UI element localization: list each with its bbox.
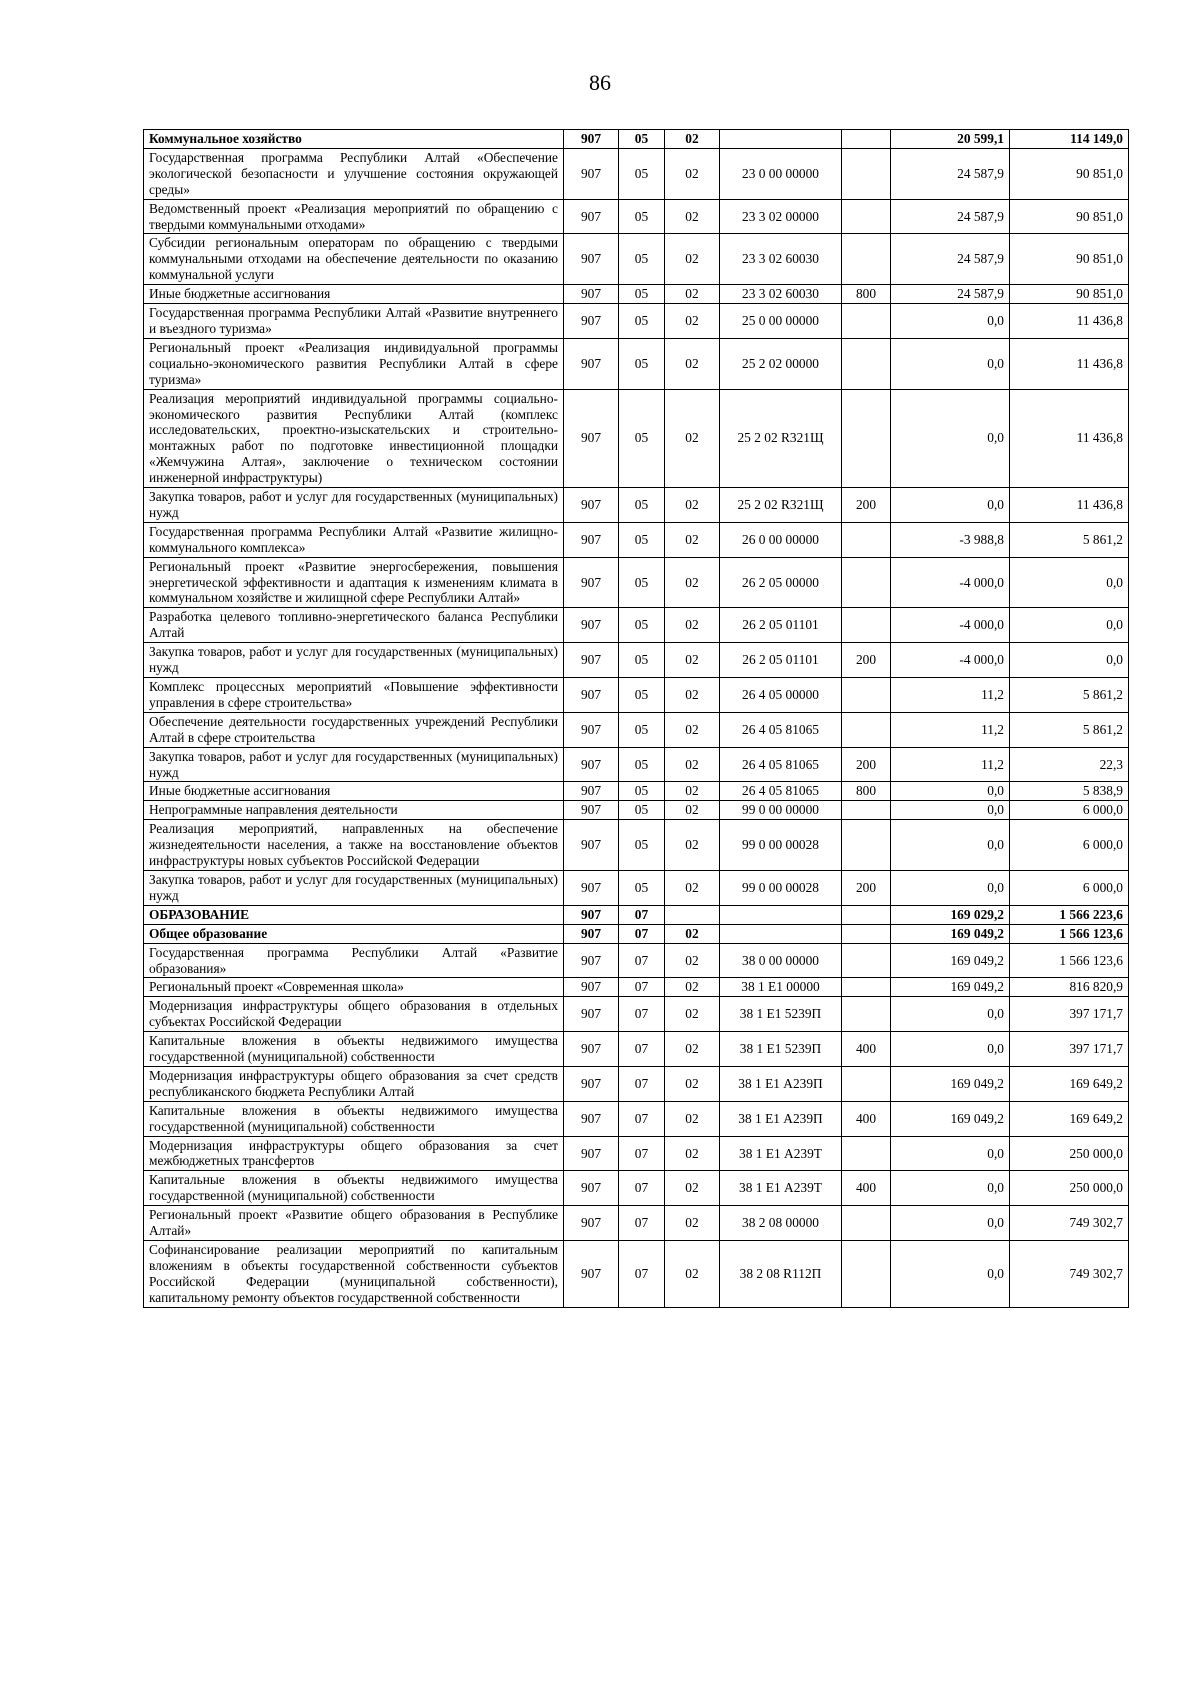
cell-sum-2: 0,0 <box>1010 608 1129 643</box>
cell-pr: 02 <box>665 678 720 713</box>
cell-rz: 07 <box>619 1032 665 1067</box>
cell-sum-2: 6 000,0 <box>1010 820 1129 871</box>
cell-gr: 907 <box>564 924 619 943</box>
cell-sum-1: 24 587,9 <box>891 234 1010 285</box>
cell-vr: 400 <box>842 1171 891 1206</box>
cell-vr: 200 <box>842 747 891 782</box>
table-row <box>144 870 1129 905</box>
cell-csr: 99 0 00 00028 <box>720 820 842 871</box>
cell-pr: 02 <box>665 801 720 820</box>
row-name: Софинансирование реализации мероприятий по капитальным вложениям в объекты государственной собственности субъектов Российской Федерации (муниципальной собственности), капитальному ремонту объектов государственной собственности <box>144 1241 564 1308</box>
cell-vr <box>842 820 891 871</box>
cell-vr: 800 <box>842 782 891 801</box>
cell-gr: 907 <box>564 712 619 747</box>
cell-sum-2: 250 000,0 <box>1010 1136 1129 1171</box>
cell-gr: 907 <box>564 199 619 234</box>
cell-rz: 05 <box>619 234 665 285</box>
table-row <box>144 608 1129 643</box>
table-row <box>144 389 1129 487</box>
cell-sum-2: 90 851,0 <box>1010 234 1129 285</box>
cell-rz: 05 <box>619 304 665 339</box>
cell-pr <box>665 905 720 924</box>
table-row <box>144 285 1129 304</box>
cell-csr <box>720 905 842 924</box>
cell-sum-2: 397 171,7 <box>1010 1032 1129 1067</box>
cell-csr: 26 2 05 01101 <box>720 643 842 678</box>
cell-gr: 907 <box>564 608 619 643</box>
cell-csr: 38 1 E1 А239П <box>720 1101 842 1136</box>
cell-sum-1: 169 049,2 <box>891 978 1010 997</box>
cell-sum-1: -4 000,0 <box>891 557 1010 608</box>
cell-sum-1: 0,0 <box>891 1206 1010 1241</box>
cell-sum-2: 6 000,0 <box>1010 801 1129 820</box>
cell-sum-1: 24 587,9 <box>891 199 1010 234</box>
row-name: Общее образование <box>144 924 564 943</box>
cell-sum-1: 0,0 <box>891 801 1010 820</box>
row-name: Государственная программа Республики Алтай «Развитие жилищно-коммунального комплекса» <box>144 522 564 557</box>
table-row <box>144 782 1129 801</box>
row-name: Государственная программа Республики Алтай «Развитие внутреннего и въездного туризма» <box>144 304 564 339</box>
cell-gr: 907 <box>564 978 619 997</box>
table-row <box>144 643 1129 678</box>
cell-gr: 907 <box>564 234 619 285</box>
cell-rz: 07 <box>619 905 665 924</box>
cell-csr: 38 1 E1 00000 <box>720 978 842 997</box>
cell-vr <box>842 997 891 1032</box>
row-name: Модернизация инфраструктуры общего образования за счет средств республиканского бюджета Республики Алтай <box>144 1066 564 1101</box>
table-row <box>144 557 1129 608</box>
table-row <box>144 1136 1129 1171</box>
cell-vr <box>842 148 891 199</box>
cell-gr: 907 <box>564 1101 619 1136</box>
budget-table <box>143 129 1129 1308</box>
cell-rz: 05 <box>619 608 665 643</box>
cell-rz: 05 <box>619 801 665 820</box>
row-name: Государственная программа Республики Алтай «Развитие образования» <box>144 943 564 978</box>
table-row <box>144 678 1129 713</box>
cell-gr: 907 <box>564 1241 619 1308</box>
cell-csr: 38 2 08 R112П <box>720 1241 842 1308</box>
cell-rz: 05 <box>619 678 665 713</box>
table-row <box>144 522 1129 557</box>
cell-pr: 02 <box>665 148 720 199</box>
cell-gr: 907 <box>564 643 619 678</box>
cell-pr: 02 <box>665 1032 720 1067</box>
cell-csr: 38 2 08 00000 <box>720 1206 842 1241</box>
cell-sum-2: 11 436,8 <box>1010 304 1129 339</box>
cell-vr <box>842 678 891 713</box>
cell-vr <box>842 1136 891 1171</box>
table-row <box>144 801 1129 820</box>
cell-pr: 02 <box>665 557 720 608</box>
cell-sum-2: 22,3 <box>1010 747 1129 782</box>
cell-sum-1: 0,0 <box>891 997 1010 1032</box>
cell-sum-2: 250 000,0 <box>1010 1171 1129 1206</box>
table-row <box>144 130 1129 149</box>
cell-rz: 07 <box>619 978 665 997</box>
table-row <box>144 488 1129 523</box>
cell-csr: 25 2 02 R321Щ <box>720 389 842 487</box>
cell-csr: 38 1 E1 А239Т <box>720 1171 842 1206</box>
cell-pr: 02 <box>665 608 720 643</box>
cell-csr: 99 0 00 00000 <box>720 801 842 820</box>
cell-vr: 400 <box>842 1101 891 1136</box>
row-name: Региональный проект «Развитие общего образования в Республике Алтай» <box>144 1206 564 1241</box>
row-name: Государственная программа Республики Алтай «Обеспечение экологической безопасности и улучшение состояния окружающей среды» <box>144 148 564 199</box>
cell-sum-1: 169 049,2 <box>891 943 1010 978</box>
cell-csr <box>720 924 842 943</box>
cell-csr: 99 0 00 00028 <box>720 870 842 905</box>
cell-pr: 02 <box>665 870 720 905</box>
cell-sum-2: 1 566 123,6 <box>1010 943 1129 978</box>
cell-sum-1: 0,0 <box>891 782 1010 801</box>
cell-sum-2: 5 838,9 <box>1010 782 1129 801</box>
cell-rz: 05 <box>619 870 665 905</box>
cell-sum-2: 0,0 <box>1010 557 1129 608</box>
cell-gr: 907 <box>564 130 619 149</box>
cell-pr: 02 <box>665 338 720 389</box>
cell-sum-1: 0,0 <box>891 304 1010 339</box>
cell-sum-1: 0,0 <box>891 1032 1010 1067</box>
cell-rz: 05 <box>619 148 665 199</box>
cell-csr: 38 1 E1 5239П <box>720 997 842 1032</box>
cell-pr: 02 <box>665 1101 720 1136</box>
cell-gr: 907 <box>564 747 619 782</box>
table-row <box>144 747 1129 782</box>
cell-pr: 02 <box>665 304 720 339</box>
cell-sum-1: 0,0 <box>891 870 1010 905</box>
cell-vr <box>842 712 891 747</box>
cell-vr <box>842 924 891 943</box>
cell-vr <box>842 304 891 339</box>
cell-sum-1: 24 587,9 <box>891 148 1010 199</box>
cell-gr: 907 <box>564 870 619 905</box>
cell-pr: 02 <box>665 488 720 523</box>
cell-sum-1: 11,2 <box>891 678 1010 713</box>
cell-sum-1: 0,0 <box>891 389 1010 487</box>
cell-vr <box>842 234 891 285</box>
table-row <box>144 943 1129 978</box>
table-row <box>144 978 1129 997</box>
cell-sum-1: -4 000,0 <box>891 608 1010 643</box>
table-row <box>144 1241 1129 1308</box>
row-name: Модернизация инфраструктуры общего образования за счет межбюджетных трансфертов <box>144 1136 564 1171</box>
row-name: ОБРАЗОВАНИЕ <box>144 905 564 924</box>
table-row <box>144 924 1129 943</box>
cell-sum-2: 169 649,2 <box>1010 1101 1129 1136</box>
table-row <box>144 997 1129 1032</box>
cell-rz: 05 <box>619 130 665 149</box>
cell-pr: 02 <box>665 1206 720 1241</box>
cell-sum-1: 169 049,2 <box>891 1101 1010 1136</box>
cell-gr: 907 <box>564 1136 619 1171</box>
table-row <box>144 148 1129 199</box>
cell-csr: 26 4 05 81065 <box>720 747 842 782</box>
cell-sum-1: 11,2 <box>891 712 1010 747</box>
cell-gr: 907 <box>564 678 619 713</box>
row-name: Капитальные вложения в объекты недвижимого имущества государственной (муниципальной) собственности <box>144 1032 564 1067</box>
cell-sum-1: 24 587,9 <box>891 285 1010 304</box>
row-name: Непрограммные направления деятельности <box>144 801 564 820</box>
cell-vr <box>842 557 891 608</box>
table-row <box>144 905 1129 924</box>
cell-sum-1: 0,0 <box>891 1136 1010 1171</box>
row-name: Региональный проект «Развитие энергосбережения, повышения энергетической эффективности и адаптация к изменениям климата в коммунальном хозяйстве и жилищной сфере Республики Алтай» <box>144 557 564 608</box>
cell-sum-2: 5 861,2 <box>1010 678 1129 713</box>
cell-sum-2: 816 820,9 <box>1010 978 1129 997</box>
cell-sum-1: -3 988,8 <box>891 522 1010 557</box>
page-number: 86 <box>589 70 611 95</box>
cell-csr: 26 2 05 01101 <box>720 608 842 643</box>
cell-vr <box>842 338 891 389</box>
cell-rz: 05 <box>619 389 665 487</box>
cell-vr <box>842 943 891 978</box>
cell-pr: 02 <box>665 1171 720 1206</box>
row-name: Региональный проект «Реализация индивидуальной программы социально-экономического развития Республики Алтай в сфере туризма» <box>144 338 564 389</box>
cell-vr <box>842 199 891 234</box>
cell-pr: 02 <box>665 389 720 487</box>
cell-sum-2: 1 566 123,6 <box>1010 924 1129 943</box>
cell-sum-1: -4 000,0 <box>891 643 1010 678</box>
cell-vr: 400 <box>842 1032 891 1067</box>
row-name: Закупка товаров, работ и услуг для государственных (муниципальных) нужд <box>144 747 564 782</box>
cell-csr: 26 4 05 81065 <box>720 712 842 747</box>
cell-sum-1: 0,0 <box>891 338 1010 389</box>
cell-gr: 907 <box>564 1066 619 1101</box>
cell-rz: 05 <box>619 782 665 801</box>
cell-sum-2: 1 566 223,6 <box>1010 905 1129 924</box>
table-row <box>144 1171 1129 1206</box>
cell-pr: 02 <box>665 747 720 782</box>
cell-pr: 02 <box>665 234 720 285</box>
cell-rz: 05 <box>619 643 665 678</box>
cell-gr: 907 <box>564 1032 619 1067</box>
cell-sum-2: 0,0 <box>1010 643 1129 678</box>
cell-csr: 25 2 02 R321Щ <box>720 488 842 523</box>
cell-sum-2: 90 851,0 <box>1010 148 1129 199</box>
cell-csr: 38 1 E1 А239П <box>720 1066 842 1101</box>
cell-csr: 25 2 02 00000 <box>720 338 842 389</box>
row-name: Ведомственный проект «Реализация мероприятий по обращению с твердыми коммунальными отходами» <box>144 199 564 234</box>
row-name: Закупка товаров, работ и услуг для государственных (муниципальных) нужд <box>144 643 564 678</box>
cell-rz: 07 <box>619 1171 665 1206</box>
cell-rz: 05 <box>619 285 665 304</box>
table-row <box>144 1066 1129 1101</box>
cell-csr: 23 3 02 60030 <box>720 285 842 304</box>
cell-gr: 907 <box>564 285 619 304</box>
cell-pr: 02 <box>665 1066 720 1101</box>
cell-csr: 26 0 00 00000 <box>720 522 842 557</box>
cell-vr: 800 <box>842 285 891 304</box>
cell-sum-2: 749 302,7 <box>1010 1241 1129 1308</box>
cell-rz: 07 <box>619 1241 665 1308</box>
cell-rz: 05 <box>619 199 665 234</box>
cell-sum-2: 397 171,7 <box>1010 997 1129 1032</box>
cell-rz: 07 <box>619 1136 665 1171</box>
cell-sum-2: 749 302,7 <box>1010 1206 1129 1241</box>
cell-sum-2: 11 436,8 <box>1010 338 1129 389</box>
cell-vr <box>842 1241 891 1308</box>
cell-pr: 02 <box>665 285 720 304</box>
cell-gr: 907 <box>564 782 619 801</box>
row-name: Разработка целевого топливно-энергетического баланса Республики Алтай <box>144 608 564 643</box>
cell-vr <box>842 978 891 997</box>
row-name: Реализация мероприятий, направленных на обеспечение жизнедеятельности населения, а также на восстановление объектов инфраструктуры новых субъектов Российской Федерации <box>144 820 564 871</box>
row-name: Модернизация инфраструктуры общего образования в отдельных субъектах Российской Федерации <box>144 997 564 1032</box>
cell-sum-2: 90 851,0 <box>1010 285 1129 304</box>
cell-rz: 07 <box>619 1206 665 1241</box>
cell-pr: 02 <box>665 820 720 871</box>
cell-csr <box>720 130 842 149</box>
cell-vr <box>842 130 891 149</box>
cell-vr <box>842 801 891 820</box>
row-name: Закупка товаров, работ и услуг для государственных (муниципальных) нужд <box>144 488 564 523</box>
cell-rz: 07 <box>619 1066 665 1101</box>
cell-pr: 02 <box>665 1241 720 1308</box>
cell-sum-1: 169 029,2 <box>891 905 1010 924</box>
cell-sum-2: 5 861,2 <box>1010 712 1129 747</box>
cell-pr: 02 <box>665 199 720 234</box>
cell-vr: 200 <box>842 870 891 905</box>
cell-vr <box>842 522 891 557</box>
cell-pr: 02 <box>665 997 720 1032</box>
cell-csr: 26 2 05 00000 <box>720 557 842 608</box>
cell-vr: 200 <box>842 643 891 678</box>
cell-csr: 38 0 00 00000 <box>720 943 842 978</box>
cell-sum-1: 169 049,2 <box>891 924 1010 943</box>
cell-vr <box>842 905 891 924</box>
cell-rz: 05 <box>619 747 665 782</box>
cell-csr: 38 1 E1 А239Т <box>720 1136 842 1171</box>
row-name: Капитальные вложения в объекты недвижимого имущества государственной (муниципальной) собственности <box>144 1101 564 1136</box>
cell-rz: 05 <box>619 488 665 523</box>
row-name: Коммунальное хозяйство <box>144 130 564 149</box>
table-row <box>144 1206 1129 1241</box>
cell-gr: 907 <box>564 148 619 199</box>
cell-rz: 07 <box>619 997 665 1032</box>
cell-sum-1: 0,0 <box>891 1241 1010 1308</box>
row-name: Иные бюджетные ассигнования <box>144 782 564 801</box>
cell-gr: 907 <box>564 488 619 523</box>
row-name: Реализация мероприятий индивидуальной программы социально-экономического развития Республики Алтай (комплекс исследовательских, проектно-изыскательских и строительно-монтажных работ по подготовке инвестиционной площадки «Жемчужина Алтая», заключение о техническом состоянии инженерной инфраструктуры) <box>144 389 564 487</box>
cell-gr: 907 <box>564 1171 619 1206</box>
cell-rz: 05 <box>619 557 665 608</box>
cell-sum-1: 0,0 <box>891 488 1010 523</box>
cell-csr: 23 3 02 00000 <box>720 199 842 234</box>
cell-pr: 02 <box>665 978 720 997</box>
cell-gr: 907 <box>564 389 619 487</box>
table-row <box>144 1032 1129 1067</box>
table-row <box>144 1101 1129 1136</box>
cell-gr: 907 <box>564 943 619 978</box>
cell-sum-1: 20 599,1 <box>891 130 1010 149</box>
cell-csr: 38 1 E1 5239П <box>720 1032 842 1067</box>
cell-csr: 25 0 00 00000 <box>720 304 842 339</box>
cell-sum-1: 0,0 <box>891 1171 1010 1206</box>
row-name: Капитальные вложения в объекты недвижимого имущества государственной (муниципальной) собственности <box>144 1171 564 1206</box>
cell-gr: 907 <box>564 304 619 339</box>
cell-vr <box>842 608 891 643</box>
row-name: Региональный проект «Современная школа» <box>144 978 564 997</box>
row-name: Комплекс процессных мероприятий «Повышение эффективности управления в сфере строительства» <box>144 678 564 713</box>
cell-sum-2: 11 436,8 <box>1010 389 1129 487</box>
table-row <box>144 712 1129 747</box>
cell-rz: 05 <box>619 522 665 557</box>
cell-csr: 26 4 05 81065 <box>720 782 842 801</box>
cell-pr: 02 <box>665 712 720 747</box>
cell-sum-2: 90 851,0 <box>1010 199 1129 234</box>
cell-pr: 02 <box>665 782 720 801</box>
cell-pr: 02 <box>665 1136 720 1171</box>
cell-vr <box>842 1206 891 1241</box>
row-name: Иные бюджетные ассигнования <box>144 285 564 304</box>
cell-gr: 907 <box>564 905 619 924</box>
cell-gr: 907 <box>564 997 619 1032</box>
cell-csr: 26 4 05 00000 <box>720 678 842 713</box>
cell-csr: 23 3 02 60030 <box>720 234 842 285</box>
table-row <box>144 338 1129 389</box>
cell-gr: 907 <box>564 557 619 608</box>
cell-gr: 907 <box>564 338 619 389</box>
cell-gr: 907 <box>564 820 619 871</box>
cell-gr: 907 <box>564 801 619 820</box>
cell-vr <box>842 1066 891 1101</box>
cell-rz: 07 <box>619 943 665 978</box>
row-name: Субсидии региональным операторам по обращению с твердыми коммунальными отходами на обеспечение деятельности по оказанию коммунальной услуги <box>144 234 564 285</box>
row-name: Обеспечение деятельности государственных учреждений Республики Алтай в сфере строительства <box>144 712 564 747</box>
cell-sum-1: 0,0 <box>891 820 1010 871</box>
cell-pr: 02 <box>665 943 720 978</box>
cell-vr <box>842 389 891 487</box>
budget-table-body <box>144 130 1129 1308</box>
cell-pr: 02 <box>665 924 720 943</box>
cell-sum-2: 169 649,2 <box>1010 1066 1129 1101</box>
cell-gr: 907 <box>564 1206 619 1241</box>
cell-sum-2: 11 436,8 <box>1010 488 1129 523</box>
cell-sum-2: 5 861,2 <box>1010 522 1129 557</box>
cell-rz: 05 <box>619 712 665 747</box>
cell-sum-1: 11,2 <box>891 747 1010 782</box>
cell-sum-1: 169 049,2 <box>891 1066 1010 1101</box>
table-row <box>144 304 1129 339</box>
cell-pr: 02 <box>665 130 720 149</box>
row-name: Закупка товаров, работ и услуг для государственных (муниципальных) нужд <box>144 870 564 905</box>
table-row <box>144 234 1129 285</box>
cell-rz: 07 <box>619 924 665 943</box>
cell-sum-2: 6 000,0 <box>1010 870 1129 905</box>
cell-rz: 07 <box>619 1101 665 1136</box>
cell-vr: 200 <box>842 488 891 523</box>
cell-sum-2: 114 149,0 <box>1010 130 1129 149</box>
cell-pr: 02 <box>665 522 720 557</box>
table-row <box>144 820 1129 871</box>
table-row <box>144 199 1129 234</box>
cell-rz: 05 <box>619 338 665 389</box>
cell-rz: 05 <box>619 820 665 871</box>
cell-csr: 23 0 00 00000 <box>720 148 842 199</box>
cell-gr: 907 <box>564 522 619 557</box>
cell-pr: 02 <box>665 643 720 678</box>
